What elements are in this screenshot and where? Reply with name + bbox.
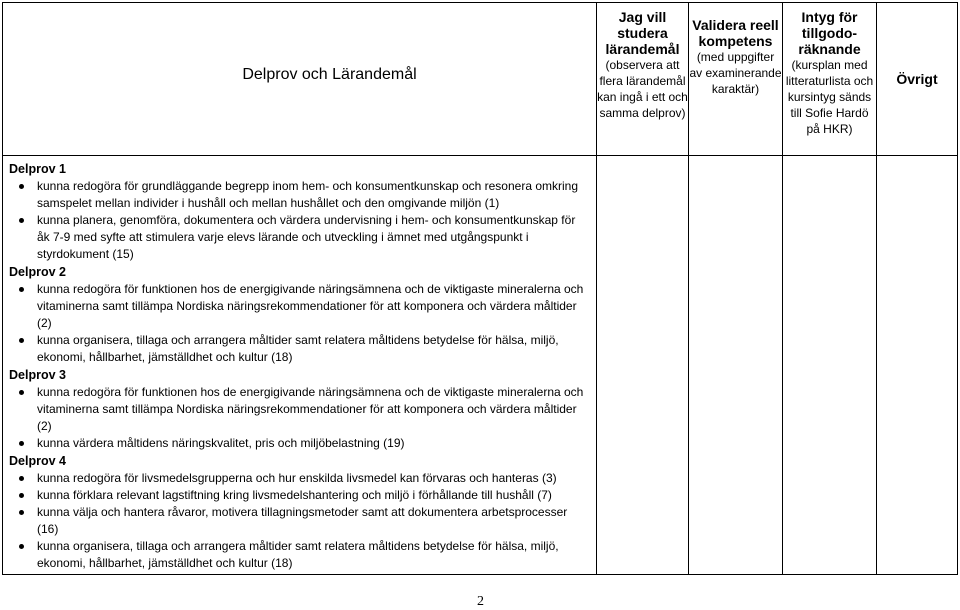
header-row: [3, 3, 958, 156]
list-item: kunna redogöra för funktionen hos de energigivande näringsämnena och de viktigaste mineralerna och vitaminerna samt tillämpa Nordiska näringsrekommendationer för att komponera och värdera måltider (2): [9, 384, 590, 435]
header-other-title: Övrigt: [896, 71, 938, 87]
list-item: kunna förklara relevant lagstiftning kring livsmedelshantering och miljö i förhållande till hushåll (7): [9, 487, 590, 504]
header-study-goals-title: Jag vill studera lärandemål: [605, 9, 680, 57]
study-goals-input-cell[interactable]: [597, 156, 689, 575]
list-item: kunna organisera, tillaga och arrangera måltider samt relatera måltidens betydelse för hälsa, miljö, ekonomi, hållbarhet, jämställdhet och kultur (18): [9, 332, 590, 366]
list-item: kunna redogöra för livsmedelsgrupperna och hur enskilda livsmedel kan förvaras och hanteras (3): [9, 470, 590, 487]
header-study-goals-note: (observera att flera lärandemål kan ingå i ett och samma delprov): [597, 58, 688, 120]
header-credit-note: (kursplan med litteraturlista och kursintyg sänds till Sofie Hardö på HKR): [785, 58, 874, 136]
list-item: kunna organisera, tillaga och arrangera måltider samt relatera måltidens betydelse för hälsa, miljö, ekonomi, hållbarhet, jämställdhet och kultur (18): [9, 538, 590, 572]
list-item: kunna redogöra för grundläggande begrepp inom hem- och konsumentkunskap och resonera omkring samspelet mellan individer i hushåll och mellan hushållet och den omgivande miljön (1): [9, 178, 590, 212]
section-heading: Delprov 3: [9, 368, 66, 382]
section-delprov-1: [9, 160, 590, 263]
content-row: [3, 156, 958, 575]
page-number: 2: [477, 594, 484, 609]
header-study-goals: [597, 3, 689, 156]
section-heading: Delprov 2: [9, 265, 66, 279]
page-title: Delprov och Lärandemål: [242, 66, 417, 83]
header-other: [877, 3, 958, 156]
title-cell: [3, 3, 597, 156]
validate-input-cell[interactable]: [689, 156, 783, 575]
section-heading: Delprov 4: [9, 454, 66, 468]
header-validate: [689, 3, 783, 156]
other-input-cell[interactable]: [877, 156, 958, 575]
list-item: kunna redogöra för funktionen hos de energigivande näringsämnena och de viktigaste mineralerna och vitaminerna samt tillämpa Nordiska näringsrekommendationer för att komponera och värdera måltider (2): [9, 281, 590, 332]
list-item: kunna välja och hantera råvaror, motivera tillagningsmetoder samt att dokumentera arbetsprocesser (16): [9, 504, 590, 538]
section-heading: Delprov 1: [9, 162, 66, 176]
header-validate-note: (med uppgifter av examinerande karaktär): [689, 50, 782, 96]
list-item: kunna värdera måltidens näringskvalitet, pris och miljöbelastning (19): [9, 435, 590, 452]
list-item: kunna planera, genomföra, dokumentera och värdera undervisning i hem- och konsumentkunskap för åk 7-9 med syfte att stimulera varje elevs lärande och utveckling i ämnet med utgångspunkt i styrdokument (15): [9, 212, 590, 263]
section-delprov-3: [9, 366, 590, 452]
course-table: [2, 2, 958, 575]
section-delprov-4: [9, 452, 590, 572]
header-credit: [783, 3, 877, 156]
section-delprov-2: [9, 263, 590, 366]
header-validate-title: Validera reell kompetens: [692, 17, 779, 49]
credit-input-cell[interactable]: [783, 156, 877, 575]
header-credit-title: Intyg för tillgodo-räknande: [798, 9, 861, 57]
goals-cell: [3, 156, 597, 575]
